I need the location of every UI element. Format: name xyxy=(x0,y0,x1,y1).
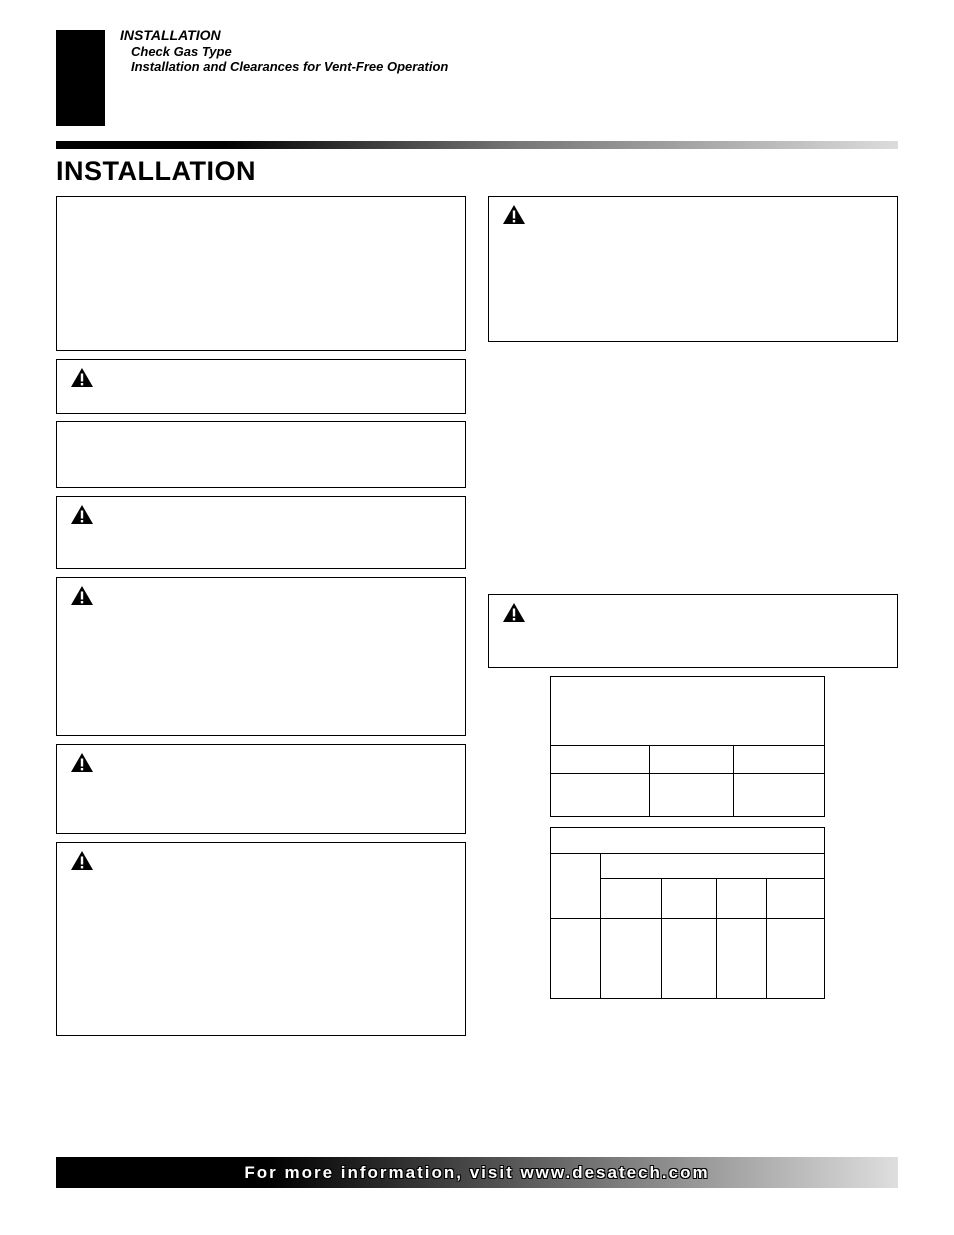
table-cell xyxy=(717,919,767,999)
header-section-title: INSTALLATION xyxy=(120,27,221,43)
gas-type-table xyxy=(550,676,825,817)
clearance-table xyxy=(550,827,825,999)
warning-triangle-icon xyxy=(70,752,94,773)
table-cell xyxy=(551,919,601,999)
table-row xyxy=(551,854,825,879)
header-sub-item-clearances: Installation and Clearances for Vent-Free Operation xyxy=(131,59,449,74)
table-cell xyxy=(551,746,650,774)
table-cell xyxy=(767,919,825,999)
table-row xyxy=(551,774,825,817)
table-cell xyxy=(601,919,662,999)
table-cell xyxy=(551,677,825,746)
warning-box xyxy=(488,196,898,342)
warning-box xyxy=(56,359,466,414)
table-cell xyxy=(734,774,825,817)
table-cell xyxy=(650,774,734,817)
table-cell xyxy=(734,746,825,774)
warning-box xyxy=(56,744,466,834)
table-cell xyxy=(601,879,662,919)
warning-triangle-icon xyxy=(70,585,94,606)
warning-triangle-icon xyxy=(70,850,94,871)
table-row xyxy=(551,677,825,746)
warning-box xyxy=(56,577,466,736)
warning-triangle-icon xyxy=(502,602,526,623)
header-sub-item-check-gas: Check Gas Type xyxy=(131,44,232,59)
header-gradient-bar xyxy=(56,141,898,149)
table-cell xyxy=(551,854,601,919)
warning-triangle-icon xyxy=(70,367,94,388)
warning-box xyxy=(488,594,898,668)
table-cell xyxy=(662,919,717,999)
section-tab xyxy=(56,30,105,126)
table-cell xyxy=(650,746,734,774)
table-row xyxy=(551,919,825,999)
warning-triangle-icon xyxy=(502,204,526,225)
notice-box xyxy=(56,196,466,351)
table-cell xyxy=(551,774,650,817)
table-cell xyxy=(717,879,767,919)
footer-link-text[interactable]: For more information, visit www.desatech.com xyxy=(244,1163,710,1182)
warning-box xyxy=(56,496,466,569)
table-cell xyxy=(601,854,825,879)
footer-bar xyxy=(56,1157,898,1188)
table-row xyxy=(551,828,825,854)
warning-triangle-icon xyxy=(70,504,94,525)
table-row xyxy=(551,746,825,774)
table-cell xyxy=(662,879,717,919)
table-cell xyxy=(551,828,825,854)
page-title: INSTALLATION xyxy=(56,156,256,186)
notice-box xyxy=(56,421,466,488)
warning-box xyxy=(56,842,466,1036)
table-cell xyxy=(767,879,825,919)
